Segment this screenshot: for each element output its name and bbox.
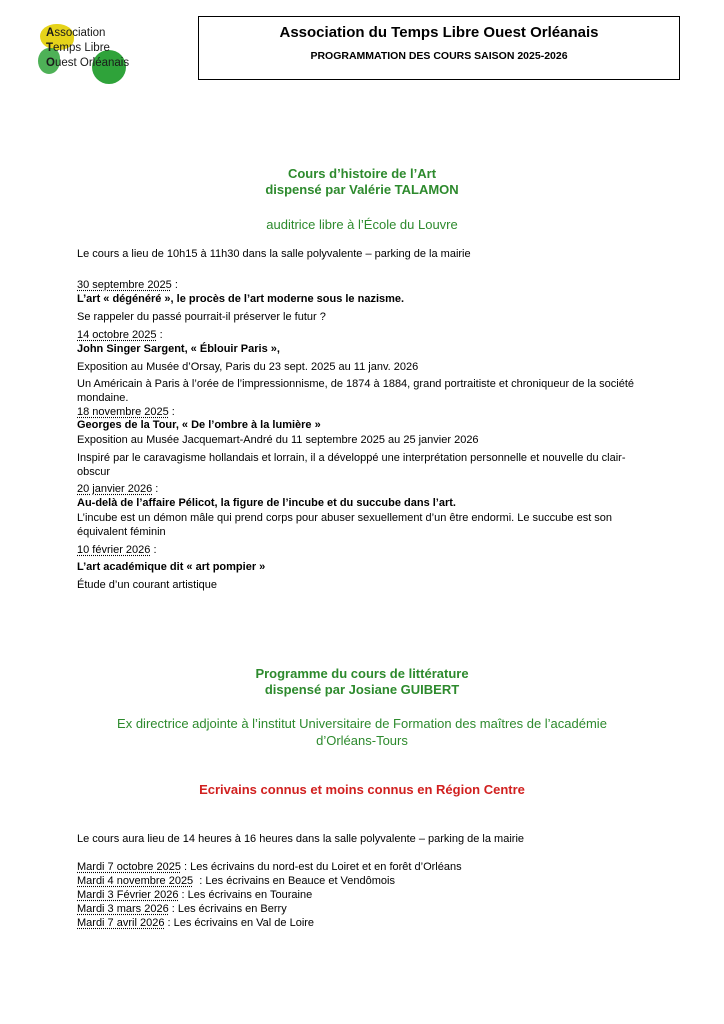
lit-session-5 [77, 916, 657, 930]
lit-subtitle-2: d’Orléans-Tours [316, 733, 408, 748]
art-session-2-date-row: 14 octobre 2025 : [77, 329, 163, 341]
art-session-3-line-1: Exposition au Musée Jacquemart-André du 11 septembre 2025 au 25 janvier 2026 [77, 434, 479, 446]
art-session-1-title: L’art « dégénéré », le procès de l’art moderne sous le nazisme. [77, 293, 405, 305]
art-session-4-title: Au-delà de l’affaire Pélicot, la figure de l’incube et du succube dans l’art. [77, 497, 456, 509]
art-title-2: dispensé par Valérie TALAMON [265, 182, 459, 197]
lit-session-4-date: Mardi 3 mars 2026 [77, 903, 169, 915]
lit-subtitle-1: Ex directrice adjointe à l’institut Universitaire de Formation des maîtres de l’académie [117, 716, 607, 731]
lit-theme: Ecrivains connus et moins connus en Région Centre [199, 782, 525, 797]
header-title: Association du Temps Libre Ouest Orléanais [279, 24, 599, 41]
lit-session-5-sep: : [164, 917, 174, 929]
lit-title-1: Programme du cours de littérature [255, 666, 469, 681]
header-subtitle: PROGRAMMATION DES COURS SAISON 2025-2026 [310, 50, 568, 62]
art-intro: Le cours a lieu de 10h15 à 11h30 dans la salle polyvalente – parking de la mairie [77, 248, 471, 260]
art-session-3-title: Georges de la Tour, « De l’ombre à la lumière » [77, 419, 321, 431]
association-logo [36, 20, 156, 80]
art-session-4-date: 20 janvier 2026 [77, 483, 153, 495]
art-session-5-date-row: 10 février 2026 : [77, 544, 157, 556]
art-session-5-title: L’art académique dit « art pompier » [77, 561, 266, 573]
lit-session-1-sep: : [180, 861, 191, 873]
art-session-2-date: 14 octobre 2025 [77, 329, 157, 341]
art-session-4-line-1: L’incube est un démon mâle qui prend corps pour abuser sexuellement d’un être endormi. Le succube est son équivalent féminin [77, 512, 613, 538]
art-session-3-date-row: 18 novembre 2025 : [77, 406, 175, 418]
lit-session-3-text: Les écrivains en Touraine [187, 889, 313, 901]
art-session-2-line-1: Exposition au Musée d’Orsay, Paris du 23 sept. 2025 au 11 janv. 2026 [77, 361, 419, 373]
lit-session-3-sep: : [178, 889, 188, 901]
lit-session-1-text: Les écrivains du nord-est du Loiret et en forêt d’Orléans [190, 861, 462, 873]
art-session-5-date: 10 février 2026 [77, 544, 151, 556]
lit-session-1-date: Mardi 7 octobre 2025 [77, 861, 181, 873]
art-session-3-line-2: Inspiré par le caravagisme hollandais et lorrain, il a développé une interprétation personnelle et nouvelle du clair-obscur [77, 452, 626, 478]
art-session-1-date: 30 septembre 2025 [77, 279, 172, 291]
art-session-5-line-1: Étude d’un courant artistique [77, 579, 218, 591]
art-subtitle: auditrice libre à l’École du Louvre [266, 217, 458, 232]
lit-session-3-date: Mardi 3 Février 2026 [77, 889, 179, 901]
art-title-1: Cours d’histoire de l’Art [287, 166, 437, 181]
lit-session-2-sep: : [193, 875, 206, 887]
art-session-1-date-row: 30 septembre 2025 : [77, 279, 178, 291]
lit-session-1 [77, 860, 657, 874]
logo-line-3: Ouest Orléanais [46, 57, 130, 69]
lit-session-3 [77, 888, 657, 902]
logo-line-2: Temps Libre [46, 42, 110, 54]
lit-session-5-text: Les écrivains en Val de Loire [173, 917, 315, 929]
art-session-1-line-1: Se rappeler du passé pourrait-il préserver le futur ? [77, 311, 326, 323]
lit-title-2: dispensé par Josiane GUIBERT [264, 682, 460, 697]
lit-session-4-text: Les écrivains en Berry [177, 903, 287, 915]
header-box [198, 16, 680, 80]
art-session-2-line-2: Un Américain à Paris à l’orée de l’impressionnisme, de 1874 à 1884, grand portraitiste et chroniqueur de la société mondaine. [77, 378, 635, 404]
lit-session-4-sep: : [168, 903, 178, 915]
art-session-2-title: John Singer Sargent, « Éblouir Paris », [77, 343, 280, 355]
lit-session-5-date: Mardi 7 avril 2026 [77, 917, 165, 929]
lit-session-2-text: Les écrivains en Beauce et Vendômois [205, 875, 395, 887]
lit-intro: Le cours aura lieu de 14 heures à 16 heures dans la salle polyvalente – parking de la mairie [77, 833, 525, 845]
logo-line-1: Association [46, 27, 106, 39]
art-session-4-date-row: 20 janvier 2026 : [77, 483, 159, 495]
art-session-3-date: 18 novembre 2025 [77, 406, 169, 418]
lit-session-4 [77, 902, 657, 916]
lit-session-2-date: Mardi 4 novembre 2025 [77, 875, 194, 887]
lit-session-2 [77, 874, 657, 888]
